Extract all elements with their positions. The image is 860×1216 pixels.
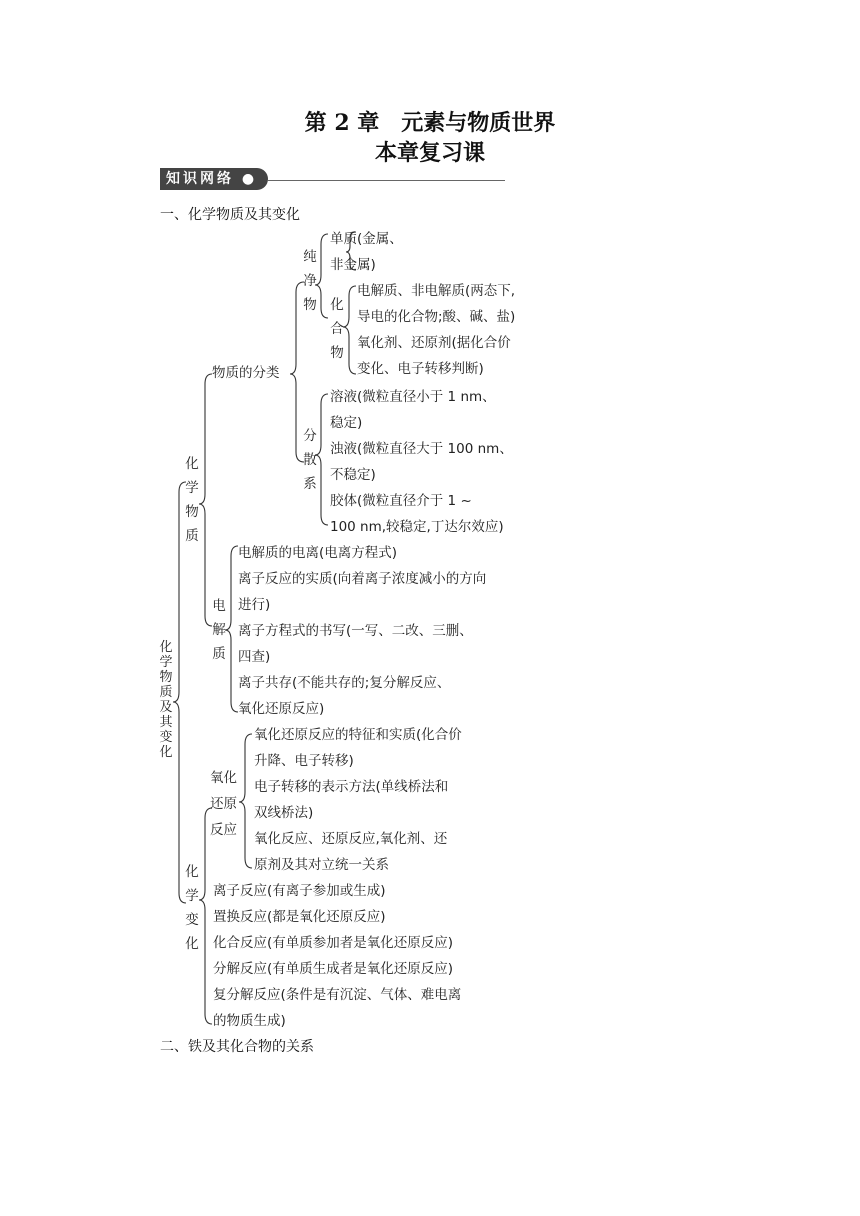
pure-substance-label: 纯净物 [303,249,317,313]
compound-label: 化合物 [330,297,344,361]
chemical-substance-label: 化学物质 [185,456,199,544]
banner-label: 知识网络 ● [160,168,268,190]
redox-item-6: 原剂及其对立统一关系 [254,857,389,873]
change-item-3: 化合反应(有单质参加者是氧化还原反应) [213,935,454,951]
electrolyte-item-5: 四查) [238,649,271,665]
electrolyte-label: 电解质 [212,598,226,662]
element-line-2: 非金属) [330,257,376,273]
banner-rule [268,180,505,181]
compound-item-3: 氧化剂、还原剂(据化合价 [357,335,511,351]
classification-label: 物质的分类 [212,365,280,381]
change-item-2: 置换反应(都是氧化还原反应) [213,909,386,925]
section-heading-2: 二、铁及其化合物的关系 [160,1039,314,1055]
redox-label: 氧化还原反应 [210,770,237,838]
electrolyte-item-4: 离子方程式的书写(一写、二改、三删、 [238,623,473,639]
root-label: 化学物质及其变化 [159,640,173,760]
chapter-title: 第 2 章 元素与物质世界 [304,110,556,136]
dispersion-item-2: 稳定) [330,415,363,431]
dispersion-item-3: 浊液(微粒直径大于 100 nm、 [330,441,513,457]
dispersion-item-5: 胶体(微粒直径介于 1 ~ [330,493,472,509]
redox-item-5: 氧化反应、还原反应,氧化剂、还 [254,831,448,847]
dispersion-item-6: 100 nm,较稳定,丁达尔效应) [330,519,504,535]
change-item-5: 复分解反应(条件是有沉淀、气体、难电离 [213,987,462,1003]
redox-item-1: 氧化还原反应的特征和实质(化合价 [254,727,462,743]
electrolyte-item-6: 离子共存(不能共存的;复分解反应、 [238,675,451,691]
page-subtitle: 本章复习课 [374,140,485,166]
compound-item-1: 电解质、非电解质(两态下, [357,283,516,299]
redox-item-2: 升降、电子转移) [254,753,354,769]
change-item-6: 的物质生成) [213,1013,286,1029]
redox-item-4: 双线桥法) [254,805,314,821]
change-item-4: 分解反应(有单质生成者是氧化还原反应) [213,961,454,977]
section-heading-1: 一、化学物质及其变化 [160,207,300,223]
element-line-1: 单质(金属、 [330,231,403,247]
dispersion-item-1: 溶液(微粒直径小于 1 nm、 [330,389,496,405]
electrolyte-item-1: 电解质的电离(电离方程式) [238,545,398,561]
change-item-1: 离子反应(有离子参加或生成) [213,883,386,899]
knowledge-network-banner [160,168,505,192]
redox-item-3: 电子转移的表示方法(单线桥法和 [254,779,449,795]
electrolyte-item-2: 离子反应的实质(向着离子浓度减小的方向 [238,571,487,587]
dispersion-label: 分散系 [303,428,317,492]
compound-item-4: 变化、电子转移判断) [357,361,484,377]
dispersion-item-4: 不稳定) [330,467,376,483]
electrolyte-item-3: 进行) [238,597,271,613]
chemical-change-label: 化学变化 [185,864,199,952]
electrolyte-item-7: 氧化还原反应) [238,701,325,717]
compound-item-2: 导电的化合物;酸、碱、盐) [357,309,516,325]
